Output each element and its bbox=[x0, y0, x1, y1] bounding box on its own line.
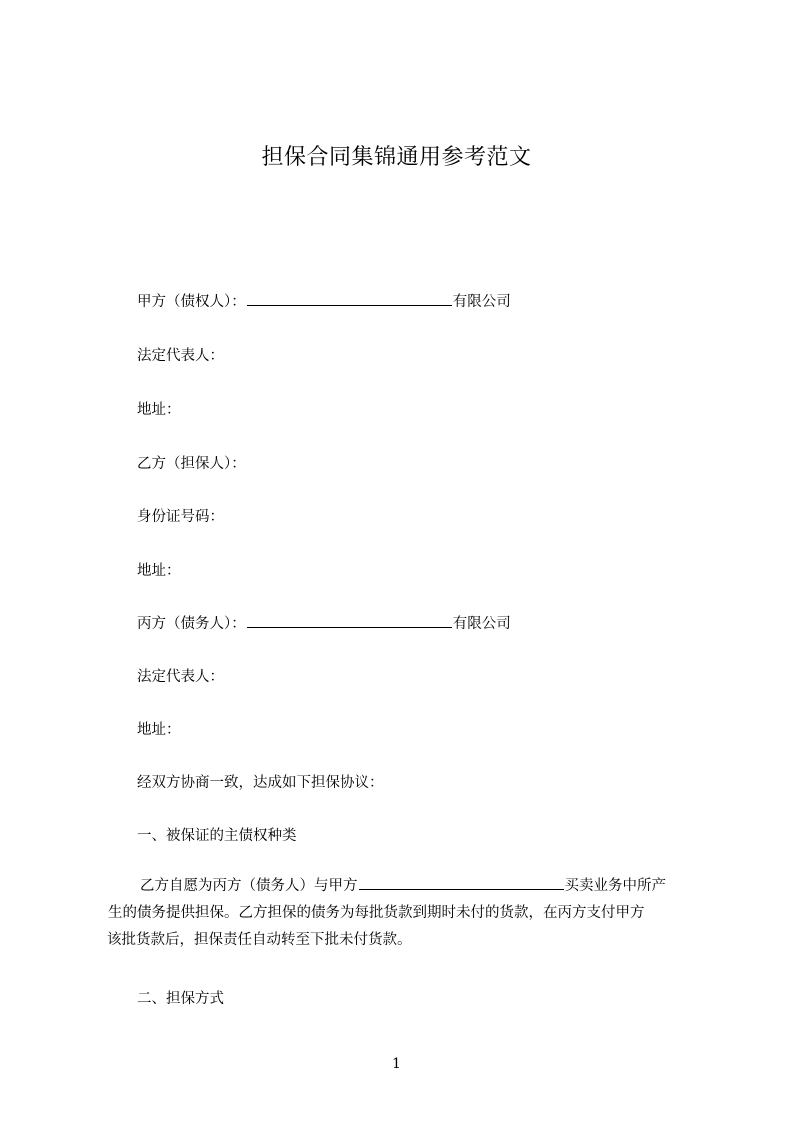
section-2-heading: 二、担保方式 bbox=[137, 991, 224, 1007]
party-a-name-blank bbox=[247, 291, 452, 307]
party-b-id-number: 身份证号码： bbox=[137, 509, 224, 525]
party-b-label: 乙方（担保人）： bbox=[137, 456, 246, 472]
page-number: 1 bbox=[392, 1056, 401, 1072]
section-1-line-1-prefix: 乙方自愿为丙方（债务人）与甲方 bbox=[140, 878, 358, 894]
party-c-line bbox=[137, 612, 511, 633]
document-title: 担保合同集锦通用参考范文 bbox=[261, 145, 532, 170]
party-a-line bbox=[137, 290, 511, 311]
party-a-address: 地址： bbox=[137, 402, 181, 418]
party-c-representative: 法定代表人： bbox=[137, 669, 224, 685]
section-1-line-3: 该批货款后，担保责任自动转至下批未付货款。 bbox=[107, 932, 412, 948]
party-b-address: 地址： bbox=[137, 563, 181, 579]
party-c-address: 地址： bbox=[137, 722, 181, 738]
section-1-line-2: 生的债务提供担保。乙方担保的债务为每批货款到期时未付的货款，在丙方支付甲方 bbox=[108, 905, 645, 921]
seller-name-blank bbox=[359, 875, 564, 891]
party-a-suffix: 有限公司 bbox=[452, 294, 511, 310]
section-1-line-1 bbox=[107, 873, 699, 900]
agreement-intro: 经双方协商一致，达成如下担保协议： bbox=[137, 775, 384, 791]
party-c-name-blank bbox=[247, 613, 452, 629]
section-1-paragraph bbox=[107, 873, 699, 954]
party-a-representative: 法定代表人： bbox=[137, 348, 224, 364]
section-1-heading: 一、被保证的主债权种类 bbox=[137, 828, 297, 844]
party-a-label: 甲方（债权人）： bbox=[137, 294, 246, 310]
party-c-label: 丙方（债务人）： bbox=[137, 616, 246, 632]
party-c-suffix: 有限公司 bbox=[452, 616, 511, 632]
section-1-line-1-suffix: 买卖业务中所产 bbox=[564, 878, 666, 894]
